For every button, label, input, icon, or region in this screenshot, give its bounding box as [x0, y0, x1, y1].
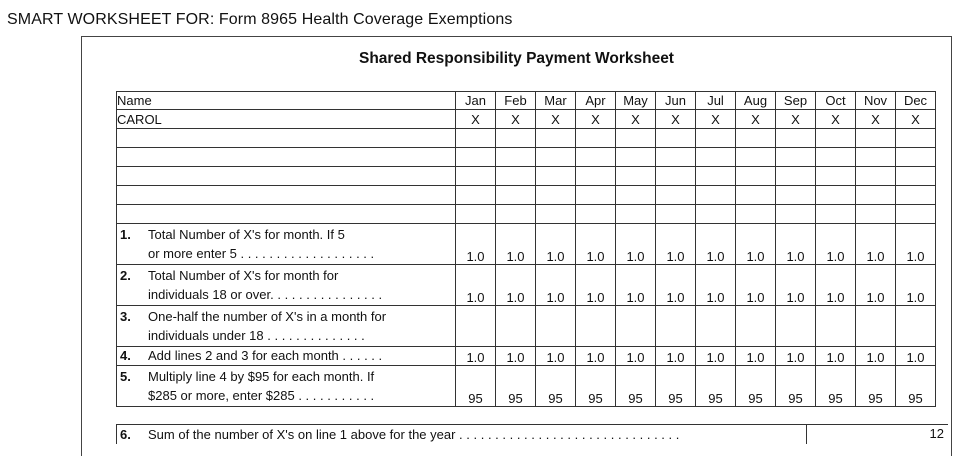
line-value-cell[interactable]: 95 — [896, 366, 936, 407]
line-value-cell[interactable] — [536, 306, 576, 347]
line-value-cell[interactable]: 1.0 — [776, 224, 816, 265]
line-value-cell[interactable] — [616, 306, 656, 347]
person-row — [117, 110, 936, 129]
coverage-mark-cell[interactable] — [736, 129, 776, 148]
line-value-cell[interactable]: 95 — [656, 366, 696, 407]
line-number: 4. — [120, 348, 131, 363]
line-value-cell[interactable]: 1.0 — [656, 347, 696, 366]
coverage-mark-cell[interactable] — [456, 129, 496, 148]
coverage-mark-cell[interactable] — [696, 167, 736, 186]
line-value-cell[interactable] — [656, 306, 696, 347]
month-header-oct: Oct — [816, 92, 856, 110]
person-row — [117, 205, 936, 224]
line-value-cell[interactable]: 1.0 — [696, 265, 736, 306]
coverage-mark-cell[interactable] — [856, 167, 896, 186]
coverage-mark-cell[interactable] — [576, 186, 616, 205]
coverage-mark-cell[interactable] — [696, 205, 736, 224]
line-value-cell[interactable]: 95 — [856, 366, 896, 407]
coverage-mark-cell[interactable] — [776, 205, 816, 224]
coverage-mark-cell[interactable] — [536, 167, 576, 186]
line-number: 5. — [120, 369, 131, 384]
line-2-row — [117, 265, 936, 306]
line-value-cell[interactable]: 1.0 — [536, 347, 576, 366]
line-text-continued: $285 or more, enter $285 . . . . . . . . . . . — [148, 388, 375, 403]
coverage-mark-cell[interactable] — [816, 148, 856, 167]
line-value-cell[interactable]: 95 — [816, 366, 856, 407]
coverage-mark-cell[interactable] — [536, 129, 576, 148]
line-value-cell[interactable]: 95 — [616, 366, 656, 407]
coverage-mark-cell[interactable] — [816, 167, 856, 186]
coverage-mark-cell[interactable] — [656, 186, 696, 205]
month-header-may: May — [616, 92, 656, 110]
line-value-cell[interactable]: 1.0 — [896, 347, 936, 366]
line-1-row — [117, 224, 936, 265]
coverage-mark-cell[interactable] — [776, 148, 816, 167]
line-value-cell[interactable]: 1.0 — [496, 265, 536, 306]
line-2-description — [117, 265, 456, 306]
page-title: SMART WORKSHEET FOR: Form 8965 Health Coverage Exemptions — [7, 11, 513, 28]
line-value-cell[interactable] — [576, 306, 616, 347]
coverage-mark-cell[interactable] — [576, 205, 616, 224]
coverage-mark-cell[interactable] — [656, 129, 696, 148]
coverage-mark-cell[interactable] — [576, 167, 616, 186]
coverage-mark-cell[interactable] — [856, 186, 896, 205]
line-value-cell[interactable] — [456, 306, 496, 347]
coverage-mark-cell[interactable] — [576, 129, 616, 148]
coverage-mark-cell[interactable] — [496, 148, 536, 167]
coverage-mark-cell[interactable] — [736, 186, 776, 205]
coverage-mark-cell[interactable]: X — [656, 110, 696, 129]
line-4-description — [117, 347, 456, 366]
coverage-mark-cell[interactable] — [896, 205, 936, 224]
worksheet-title: Shared Responsibility Payment Worksheet — [359, 50, 674, 67]
line-6-text: Sum of the number of X's on line 1 above for the year . . . . . . . . . . . . . . . . . . . . . . . . . . . . . . . — [148, 427, 680, 442]
line-6-number: 6. — [120, 427, 131, 442]
coverage-mark-cell[interactable] — [856, 129, 896, 148]
line-value-cell[interactable]: 1.0 — [896, 265, 936, 306]
line-value-cell[interactable]: 1.0 — [616, 224, 656, 265]
coverage-mark-cell[interactable] — [776, 186, 816, 205]
line-value-cell[interactable] — [776, 306, 816, 347]
line-text: Total Number of X's for month. If 5 — [148, 227, 345, 242]
line-value-cell[interactable]: 1.0 — [696, 347, 736, 366]
line-5-description — [117, 366, 456, 407]
line-value-cell[interactable]: 1.0 — [856, 224, 896, 265]
line-text-continued: individuals 18 or over. . . . . . . . . . . . . . . . — [148, 287, 383, 302]
coverage-mark-cell[interactable] — [536, 205, 576, 224]
line-value-cell[interactable]: 1.0 — [536, 224, 576, 265]
line-value-cell[interactable]: 1.0 — [496, 347, 536, 366]
person-name-field[interactable] — [117, 148, 456, 167]
coverage-mark-cell[interactable]: X — [736, 110, 776, 129]
line-3-row — [117, 306, 936, 347]
line-value-cell[interactable] — [696, 306, 736, 347]
line-1-description — [117, 224, 456, 265]
month-header-dec: Dec — [896, 92, 936, 110]
line-5-row — [117, 366, 936, 407]
person-name-field[interactable] — [117, 186, 456, 205]
worksheet-grid — [116, 91, 936, 407]
coverage-mark-cell[interactable] — [736, 167, 776, 186]
coverage-mark-cell[interactable] — [456, 186, 496, 205]
coverage-mark-cell[interactable]: X — [776, 110, 816, 129]
line-value-cell[interactable]: 1.0 — [816, 224, 856, 265]
coverage-mark-cell[interactable] — [456, 205, 496, 224]
line-value-cell[interactable]: 95 — [496, 366, 536, 407]
line-value-cell[interactable] — [496, 306, 536, 347]
line-text: Multiply line 4 by $95 for each month. If — [148, 369, 375, 384]
line-value-cell[interactable]: 1.0 — [576, 347, 616, 366]
coverage-mark-cell[interactable] — [696, 129, 736, 148]
line-value-cell[interactable]: 1.0 — [736, 347, 776, 366]
line-value-cell[interactable]: 95 — [696, 366, 736, 407]
coverage-mark-cell[interactable] — [656, 148, 696, 167]
month-header-sep: Sep — [776, 92, 816, 110]
line-text: Total Number of X's for month for — [148, 268, 339, 283]
coverage-mark-cell[interactable] — [456, 167, 496, 186]
coverage-mark-cell[interactable] — [496, 167, 536, 186]
coverage-mark-cell[interactable] — [656, 167, 696, 186]
line-value-cell[interactable]: 1.0 — [456, 347, 496, 366]
line-value-cell[interactable]: 95 — [536, 366, 576, 407]
line-value-cell[interactable]: 1.0 — [816, 265, 856, 306]
month-header-jul: Jul — [696, 92, 736, 110]
coverage-mark-cell[interactable]: X — [576, 110, 616, 129]
person-name-field[interactable]: CAROL — [117, 110, 456, 129]
person-row — [117, 167, 936, 186]
person-name-field[interactable] — [117, 167, 456, 186]
line-value-cell[interactable]: 1.0 — [616, 347, 656, 366]
line-text-continued: or more enter 5 . . . . . . . . . . . . . . . . . . . — [148, 246, 375, 261]
coverage-mark-cell[interactable] — [776, 167, 816, 186]
name-header: Name — [117, 92, 456, 110]
month-header-nov: Nov — [856, 92, 896, 110]
coverage-mark-cell[interactable] — [736, 148, 776, 167]
month-header-feb: Feb — [496, 92, 536, 110]
coverage-mark-cell[interactable] — [616, 148, 656, 167]
coverage-mark-cell[interactable] — [856, 205, 896, 224]
line-value-cell[interactable]: 1.0 — [896, 224, 936, 265]
coverage-mark-cell[interactable] — [896, 186, 936, 205]
line-value-cell[interactable]: 95 — [456, 366, 496, 407]
coverage-mark-cell[interactable] — [696, 148, 736, 167]
coverage-mark-cell[interactable] — [816, 186, 856, 205]
line-value-cell[interactable]: 1.0 — [736, 265, 776, 306]
coverage-mark-cell[interactable] — [456, 148, 496, 167]
coverage-mark-cell[interactable] — [616, 205, 656, 224]
line-value-cell[interactable]: 95 — [776, 366, 816, 407]
coverage-mark-cell[interactable] — [856, 148, 896, 167]
line-value-cell[interactable]: 1.0 — [576, 265, 616, 306]
coverage-mark-cell[interactable] — [896, 148, 936, 167]
line-text: Add lines 2 and 3 for each month . . . . . . — [148, 348, 383, 363]
line-number: 3. — [120, 309, 131, 324]
coverage-mark-cell[interactable]: X — [696, 110, 736, 129]
line-value-cell[interactable]: 1.0 — [456, 224, 496, 265]
line-value-cell[interactable]: 1.0 — [536, 265, 576, 306]
coverage-mark-cell[interactable]: X — [536, 110, 576, 129]
month-header-jan: Jan — [456, 92, 496, 110]
coverage-mark-cell[interactable]: X — [496, 110, 536, 129]
line-6-total-field[interactable]: 12 — [806, 424, 948, 444]
line-value-cell[interactable]: 1.0 — [776, 347, 816, 366]
coverage-mark-cell[interactable] — [616, 129, 656, 148]
coverage-mark-cell[interactable] — [896, 167, 936, 186]
line-value-cell[interactable]: 1.0 — [816, 347, 856, 366]
line-value-cell[interactable]: 95 — [736, 366, 776, 407]
line-value-cell[interactable]: 1.0 — [576, 224, 616, 265]
line-6 — [116, 424, 806, 444]
line-value-cell[interactable]: 95 — [576, 366, 616, 407]
coverage-mark-cell[interactable] — [816, 129, 856, 148]
line-value-cell[interactable]: 1.0 — [856, 347, 896, 366]
line-value-cell[interactable]: 1.0 — [696, 224, 736, 265]
line-value-cell[interactable]: 1.0 — [856, 265, 896, 306]
line-value-cell[interactable]: 1.0 — [456, 265, 496, 306]
person-row — [117, 186, 936, 205]
coverage-mark-cell[interactable]: X — [896, 110, 936, 129]
line-value-cell[interactable]: 1.0 — [496, 224, 536, 265]
coverage-mark-cell[interactable] — [656, 205, 696, 224]
coverage-mark-cell[interactable]: X — [456, 110, 496, 129]
line-value-cell[interactable] — [736, 306, 776, 347]
coverage-mark-cell[interactable] — [496, 205, 536, 224]
line-number: 2. — [120, 268, 131, 283]
line-value-cell[interactable] — [896, 306, 936, 347]
coverage-mark-cell[interactable] — [696, 186, 736, 205]
month-header-mar: Mar — [536, 92, 576, 110]
coverage-mark-cell[interactable] — [496, 186, 536, 205]
month-header-aug: Aug — [736, 92, 776, 110]
coverage-mark-cell[interactable] — [816, 205, 856, 224]
person-name-field[interactable] — [117, 205, 456, 224]
coverage-mark-cell[interactable]: X — [816, 110, 856, 129]
coverage-mark-cell[interactable] — [496, 129, 536, 148]
coverage-mark-cell[interactable] — [776, 129, 816, 148]
person-name-field[interactable] — [117, 129, 456, 148]
line-value-cell[interactable]: 1.0 — [656, 224, 696, 265]
coverage-mark-cell[interactable] — [536, 186, 576, 205]
person-row — [117, 148, 936, 167]
line-3-description — [117, 306, 456, 347]
line-number: 1. — [120, 227, 131, 242]
coverage-mark-cell[interactable]: X — [616, 110, 656, 129]
month-header-jun: Jun — [656, 92, 696, 110]
line-text: One-half the number of X's in a month for — [148, 309, 387, 324]
line-4-row — [117, 347, 936, 366]
line-text-continued: individuals under 18 . . . . . . . . . . . . . . — [148, 328, 365, 343]
coverage-mark-cell[interactable] — [736, 205, 776, 224]
coverage-mark-cell[interactable] — [896, 129, 936, 148]
month-header-apr: Apr — [576, 92, 616, 110]
line-value-cell[interactable]: 1.0 — [776, 265, 816, 306]
coverage-mark-cell[interactable]: X — [856, 110, 896, 129]
line-value-cell[interactable]: 1.0 — [736, 224, 776, 265]
person-row — [117, 129, 936, 148]
line-value-cell[interactable]: 1.0 — [616, 265, 656, 306]
header-row — [117, 92, 936, 110]
coverage-mark-cell[interactable] — [616, 186, 656, 205]
line-value-cell[interactable]: 1.0 — [656, 265, 696, 306]
line-value-cell[interactable] — [856, 306, 896, 347]
line-value-cell[interactable] — [816, 306, 856, 347]
coverage-mark-cell[interactable] — [576, 148, 616, 167]
coverage-mark-cell[interactable] — [536, 148, 576, 167]
coverage-mark-cell[interactable] — [616, 167, 656, 186]
